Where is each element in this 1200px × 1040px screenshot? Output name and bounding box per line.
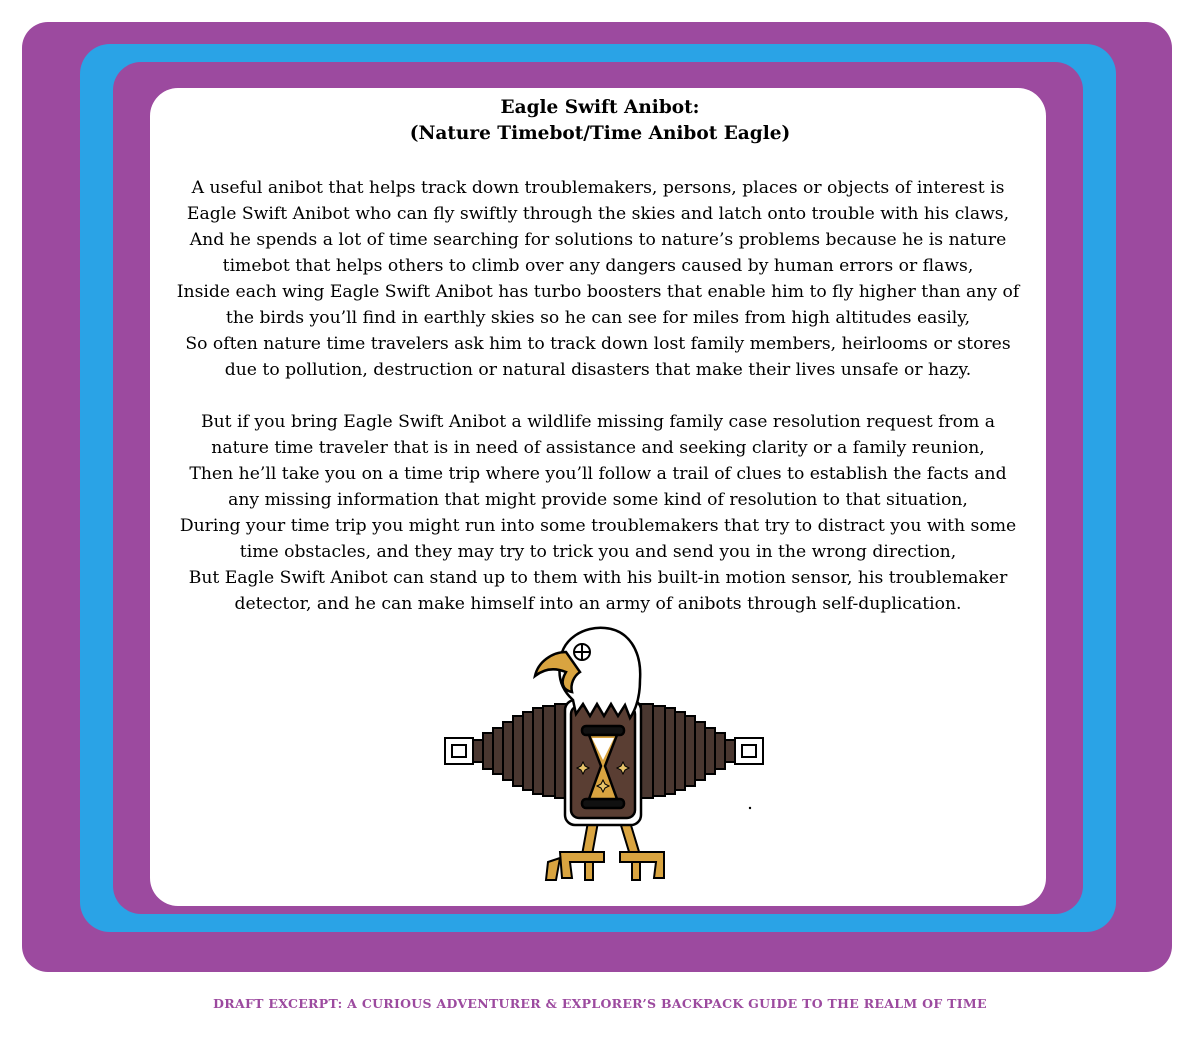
paragraph-line: During your time trip you might run into some troublemakers that try to distract you with some [179, 516, 1017, 536]
legs [546, 822, 664, 880]
paragraph-line: But if you bring Eagle Swift Anibot a wildlife missing family case resolution request from a [200, 412, 995, 432]
paragraph-line: nature time traveler that is in need of assistance and seeking clarity or a family reunion, [211, 438, 985, 458]
paragraph-line: Eagle Swift Anibot who can fly swiftly through the skies and latch onto trouble with his claws, [186, 204, 1010, 224]
paragraph-line: Inside each wing Eagle Swift Anibot has turbo boosters that enable him to fly higher than any of [176, 282, 1020, 302]
title-line-1: Eagle Swift Anibot: [500, 97, 700, 118]
paragraph-line: the birds you’ll find in earthly skies so he can see for miles from high altitudes easily, [225, 308, 971, 328]
page-title [0, 95, 1200, 147]
paragraph-line: Then he’ll take you on a time trip where you’ll follow a trail of clues to establish the facts and [189, 464, 1007, 484]
eagle-head [535, 628, 640, 718]
paragraph-line: A useful anibot that helps track down troublemakers, persons, places or objects of interest is [191, 178, 1005, 198]
footer-caption: DRAFT EXCERPT: A CURIOUS ADVENTURER & EXPLORER’S BACKPACK GUIDE TO THE REALM OF TIME [213, 996, 987, 1011]
paragraph-line: any missing information that might provide some kind of resolution to that situation, [228, 490, 968, 510]
paragraph-line: But Eagle Swift Anibot can stand up to them with his built-in motion sensor, his troublemaker [188, 568, 1008, 588]
paragraph-line: So often nature time travelers ask him to track down lost family members, heirlooms or stores [185, 334, 1011, 354]
paragraph-line: timebot that helps others to climb over any dangers caused by human errors or flaws, [222, 256, 974, 276]
right-wing [641, 704, 763, 798]
eagle-anibot-illustration [440, 622, 770, 892]
title-line-2: (Nature Timebot/Time Anibot Eagle) [409, 123, 791, 144]
left-wing [445, 704, 567, 798]
paragraph-line: detector, and he can make himself into an army of anibots through self-duplication. [234, 594, 962, 614]
paragraph-line: due to pollution, destruction or natural disasters that make their lives unsafe or hazy. [224, 360, 972, 380]
paragraph-1 [150, 175, 1046, 383]
paragraph-line: time obstacles, and they may try to trick you and send you in the wrong direction, [239, 542, 957, 562]
paragraph-2 [150, 409, 1046, 617]
paragraph-line: And he spends a lot of time searching for solutions to nature’s problems because he is nature [189, 230, 1007, 250]
